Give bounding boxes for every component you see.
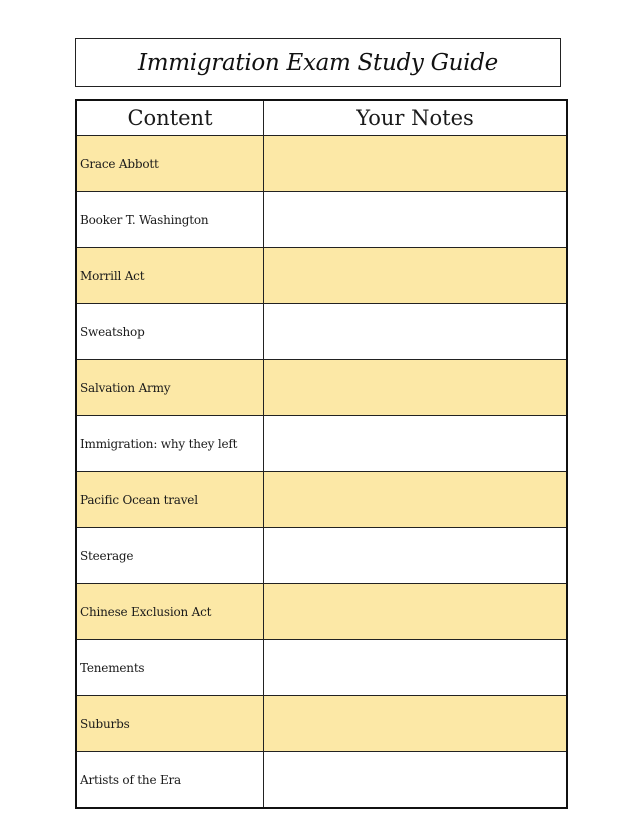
notes-cell[interactable] (264, 416, 568, 472)
table-row (76, 304, 567, 360)
notes-cell[interactable] (264, 192, 568, 248)
table-row (76, 584, 567, 640)
topic-cell: Grace Abbott (76, 136, 264, 192)
study-guide-table (75, 99, 568, 809)
table-row (76, 136, 567, 192)
notes-cell[interactable] (264, 304, 568, 360)
table-row (76, 248, 567, 304)
notes-cell[interactable] (264, 248, 568, 304)
table-row (76, 416, 567, 472)
topic-cell: Artists of the Era (76, 752, 264, 809)
table-header-row (76, 100, 567, 136)
topic-cell: Salvation Army (76, 360, 264, 416)
topic-cell: Immigration: why they left (76, 416, 264, 472)
topic-cell: Morrill Act (76, 248, 264, 304)
topic-cell: Tenements (76, 640, 264, 696)
table-row (76, 640, 567, 696)
content-column-header: Content (76, 100, 264, 136)
topic-cell: Booker T. Washington (76, 192, 264, 248)
notes-cell[interactable] (264, 360, 568, 416)
notes-cell[interactable] (264, 752, 568, 809)
topic-cell: Chinese Exclusion Act (76, 584, 264, 640)
table-row (76, 752, 567, 809)
notes-cell[interactable] (264, 584, 568, 640)
table-row (76, 696, 567, 752)
notes-cell[interactable] (264, 136, 568, 192)
topic-cell: Pacific Ocean travel (76, 472, 264, 528)
notes-cell[interactable] (264, 472, 568, 528)
topic-cell: Suburbs (76, 696, 264, 752)
notes-cell[interactable] (264, 696, 568, 752)
table-row (76, 192, 567, 248)
notes-cell[interactable] (264, 640, 568, 696)
table-row (76, 528, 567, 584)
notes-cell[interactable] (264, 528, 568, 584)
topic-cell: Steerage (76, 528, 264, 584)
table-row (76, 472, 567, 528)
title-box (75, 38, 561, 87)
page-title: Immigration Exam Study Guide (138, 49, 498, 76)
topic-cell: Sweatshop (76, 304, 264, 360)
notes-column-header: Your Notes (264, 100, 568, 136)
table-row (76, 360, 567, 416)
